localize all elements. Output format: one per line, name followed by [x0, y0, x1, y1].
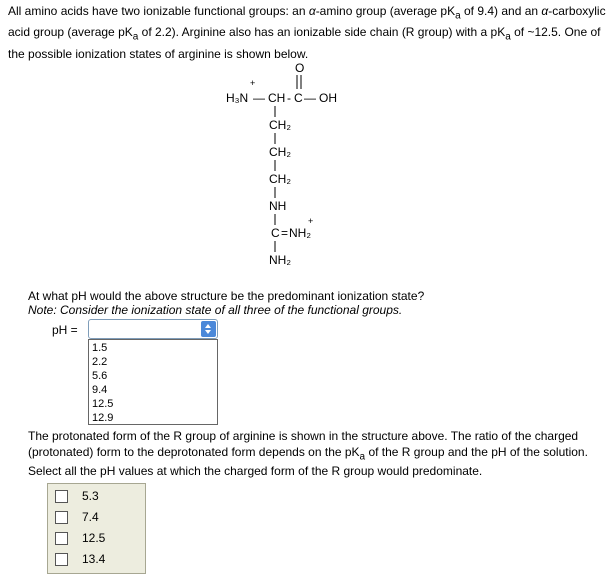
ph-label: pH = [52, 323, 78, 337]
arginine-structure [220, 58, 360, 273]
question-2: The protonated form of the R group of arginine is shown in the structure above. The ratio of the charged (protonated) form to the deprotonated form depends on the $pK_a$ of the R group and the pH of the solution. Select all the pH values at which the charged form of the R group would predominate. [28, 429, 588, 479]
question-1-note: Note: Consider the ionization state of all three of the functional groups. [28, 303, 403, 317]
question-1 [28, 289, 424, 317]
carboxyl-carbon: C [294, 91, 303, 105]
checkbox-row[interactable] [55, 549, 105, 569]
ph-select[interactable] [88, 319, 218, 339]
ch2-group: CH₂ [269, 172, 291, 186]
checkbox-row[interactable] [55, 507, 99, 527]
ph-options-list[interactable] [88, 339, 218, 425]
select-arrows-icon[interactable] [201, 321, 216, 337]
alpha-carbon: CH [268, 91, 286, 105]
ch2-group: CH₂ [269, 145, 291, 159]
checkbox-label: 12.5 [82, 531, 106, 545]
checkbox-label: 13.4 [82, 552, 106, 566]
ch2-group: CH₂ [269, 118, 291, 132]
guanidinium-carbon: C [271, 226, 280, 240]
bond-carbon: - [287, 91, 291, 105]
ph-option[interactable]: 2.2 [92, 356, 108, 368]
checkbox-label: 5.3 [82, 489, 99, 503]
alpha-charge: + [250, 78, 256, 88]
nh-group: NH [269, 199, 287, 213]
carbonyl-oxygen: O [295, 61, 305, 75]
bond-hydroxyl: — [304, 91, 316, 105]
checkbox-row[interactable] [55, 528, 105, 548]
alpha-amine: H₃N [226, 91, 249, 105]
checkbox[interactable] [55, 532, 68, 545]
intro-paragraph: All amino acids have two ionizable functional groups: an α-amino group (average $pK_a$ of 9.4) and an α-carboxylic acid group (average $pK_a$ of 2.2). Arginine also has an ionizable side chain (R group) with a $pK_a$ of ~12.5. One of the possible ionization states of arginine is shown below. [8, 4, 606, 61]
bond-amine: — [253, 91, 265, 105]
ph-option[interactable]: 5.6 [92, 370, 108, 382]
ph-option[interactable]: 9.4 [92, 384, 108, 396]
checkbox-label: 7.4 [82, 510, 99, 524]
checkbox[interactable] [55, 490, 68, 503]
guanidinium-charge: + [308, 216, 314, 226]
question-1-text: At what pH would the above structure be the predominant ionization state? [28, 289, 425, 303]
ph-option[interactable]: 1.5 [92, 342, 108, 354]
ph-checkbox-group [47, 483, 146, 574]
checkbox[interactable] [55, 553, 68, 566]
hydroxyl: OH [319, 91, 337, 105]
ph-option[interactable]: 12.5 [92, 398, 114, 410]
ph-option[interactable]: 12.9 [92, 412, 114, 424]
guanidinium-nh2: NH₂ [289, 226, 311, 240]
checkbox-row[interactable] [55, 486, 99, 506]
terminal-nh2: NH₂ [269, 253, 291, 267]
guanidinium-double-bond: = [281, 226, 289, 240]
checkbox[interactable] [55, 511, 68, 524]
